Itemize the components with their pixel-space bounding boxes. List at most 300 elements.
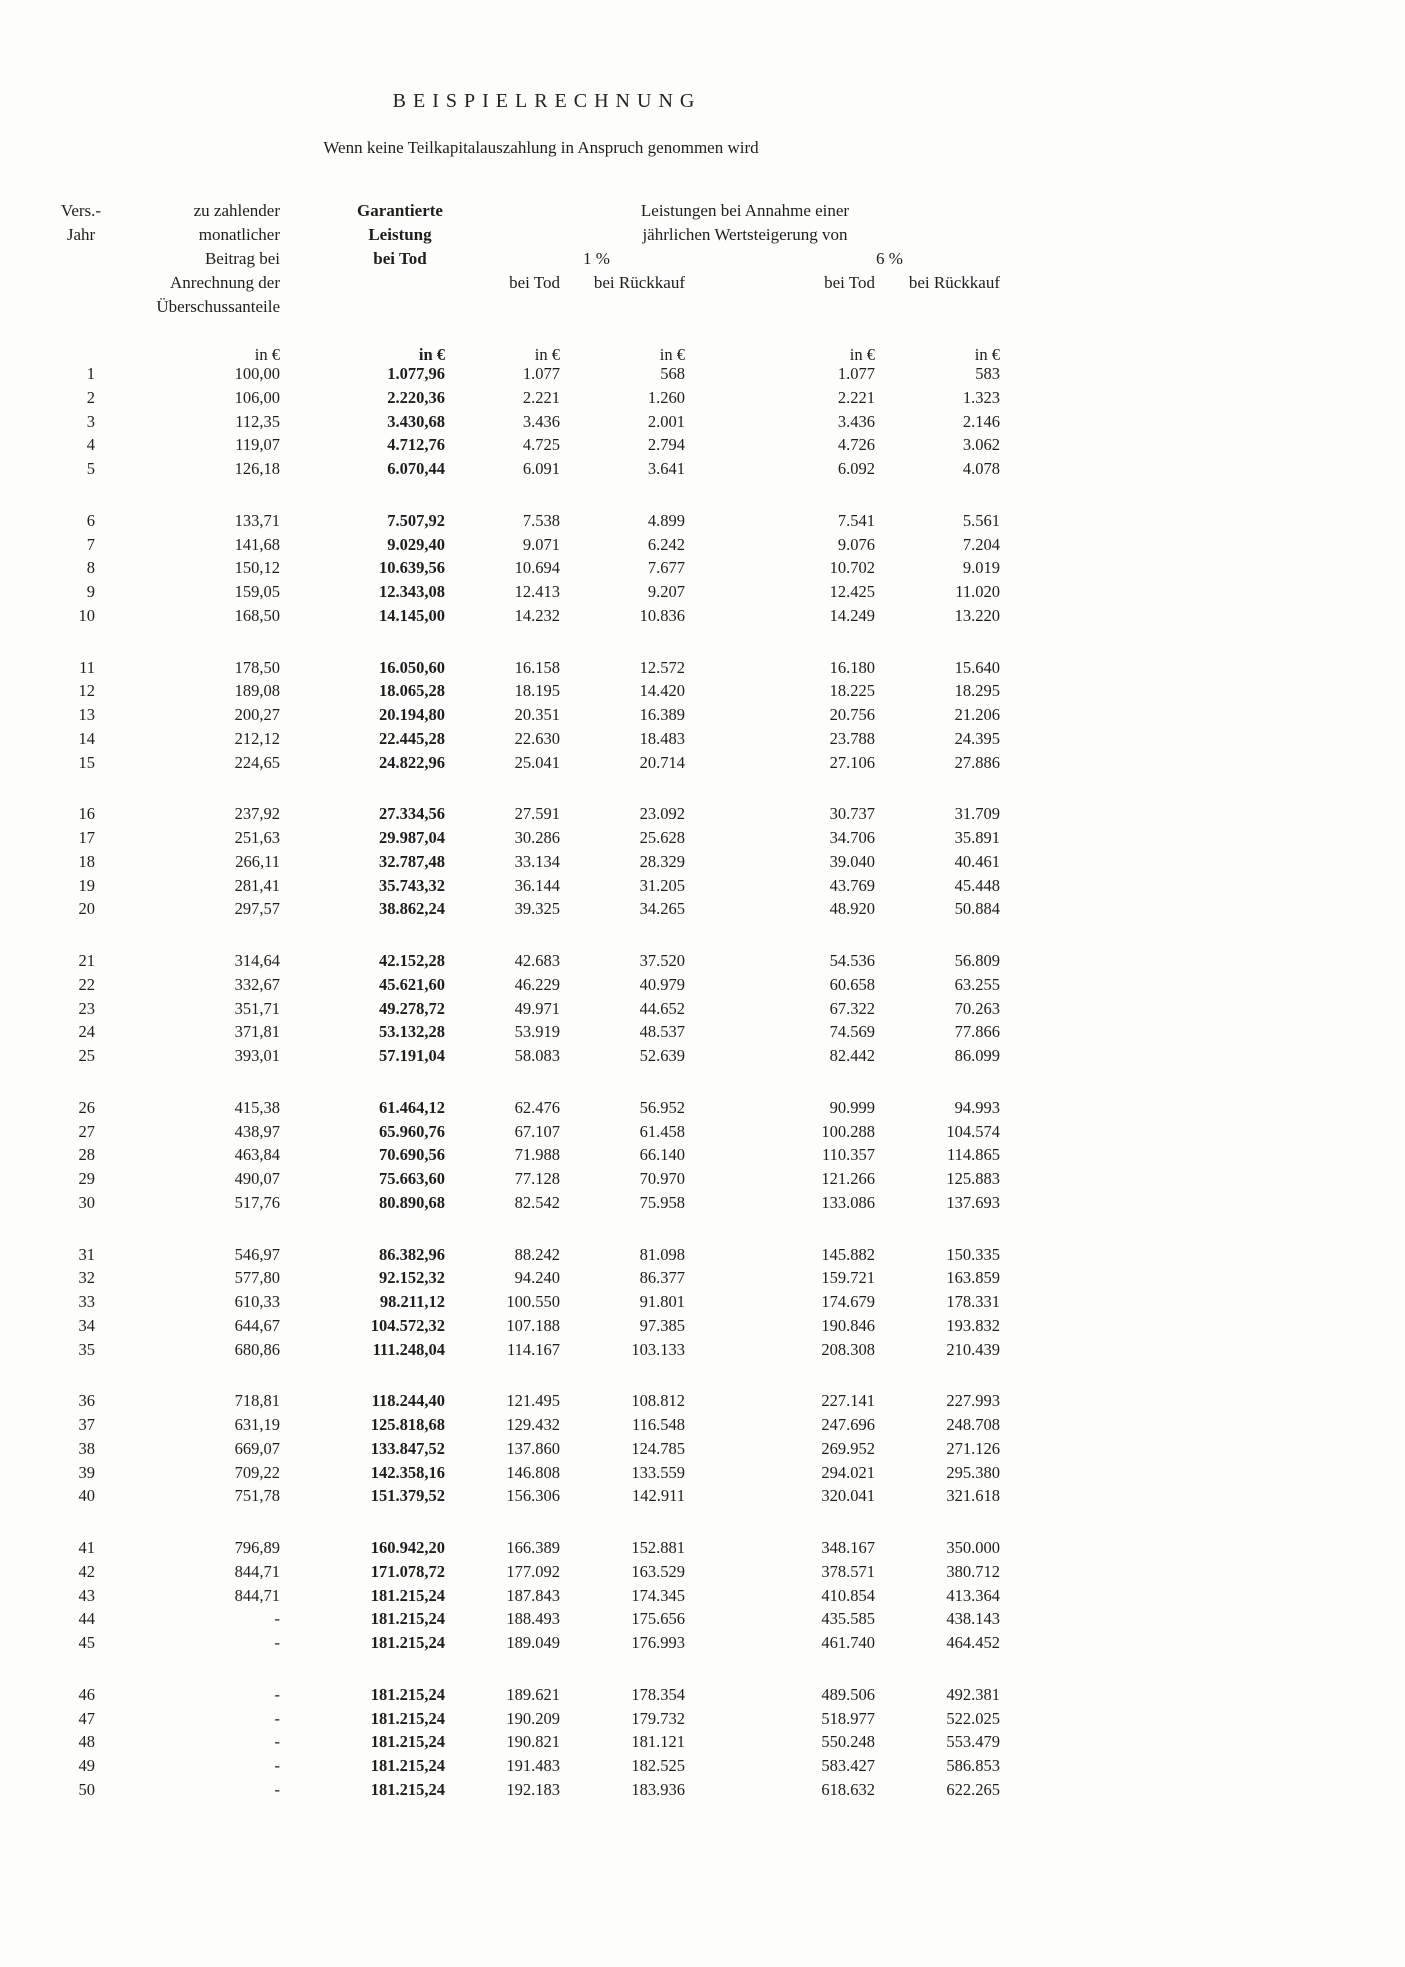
cell-6pct-death: 159.721 — [821, 1268, 875, 1288]
table-row — [50, 850, 1000, 874]
cell-6pct-surrender: 11.020 — [955, 582, 1000, 601]
cell-1pct-death: 71.988 — [514, 1145, 560, 1165]
cell-year: 30 — [78, 1192, 95, 1212]
rate-6pct-label: 6 % — [876, 249, 903, 268]
cell-guaranteed-death-benefit: 133.847,52 — [370, 1438, 445, 1458]
cell-1pct-surrender: 175.656 — [631, 1609, 685, 1629]
cell-6pct-surrender: 27.886 — [954, 752, 1000, 772]
example-calculation-table — [50, 362, 1000, 1802]
unit-label-1pct-surrender: in € — [659, 345, 685, 364]
column-group-header-growth — [495, 199, 995, 247]
cell-6pct-death: 348.167 — [821, 1538, 875, 1557]
cell-1pct-death: 191.483 — [506, 1756, 560, 1775]
cell-guaranteed-death-benefit: 181.215,24 — [370, 1609, 445, 1629]
cell-1pct-death: 77.128 — [514, 1169, 560, 1188]
cell-1pct-death: 7.538 — [522, 510, 560, 530]
column-header-guaranteed-line2: Leistung — [368, 225, 432, 244]
column-header-guaranteed-line3: bei Tod — [373, 249, 427, 268]
cell-1pct-death: 18.195 — [514, 681, 560, 701]
cell-1pct-surrender: 163.529 — [631, 1561, 685, 1581]
table-row — [50, 1020, 1000, 1044]
cell-1pct-surrender: 23.092 — [639, 804, 685, 824]
table-row — [50, 1314, 1000, 1338]
cell-guaranteed-death-benefit: 49.278,72 — [379, 998, 445, 1018]
cell-6pct-death: 30.737 — [829, 804, 875, 824]
cell-year: 16 — [78, 804, 95, 824]
cell-guaranteed-death-benefit: 22.445,28 — [379, 728, 445, 748]
cell-premium: 189,08 — [234, 681, 280, 701]
cell-year: 46 — [78, 1684, 95, 1704]
cell-1pct-death: 27.591 — [514, 804, 560, 824]
cell-year: 50 — [78, 1779, 95, 1799]
cell-6pct-surrender: 210.439 — [946, 1339, 1000, 1359]
cell-guaranteed-death-benefit: 20.194,80 — [379, 705, 445, 724]
cell-year: 48 — [78, 1732, 95, 1752]
cell-1pct-death: 58.083 — [514, 1046, 560, 1065]
cell-1pct-death: 94.240 — [514, 1268, 560, 1288]
cell-1pct-death: 88.242 — [514, 1244, 560, 1264]
cell-1pct-surrender: 182.525 — [631, 1756, 685, 1775]
cell-1pct-surrender: 10.836 — [639, 605, 685, 625]
cell-6pct-death: 435.585 — [821, 1609, 875, 1629]
cell-6pct-death: 461.740 — [821, 1633, 875, 1652]
cell-6pct-surrender: 150.335 — [946, 1244, 1000, 1264]
table-row — [50, 1607, 1000, 1631]
cell-year: 40 — [78, 1486, 95, 1506]
cell-1pct-surrender: 86.377 — [639, 1268, 685, 1288]
cell-year: 29 — [78, 1169, 95, 1188]
cell-1pct-death: 33.134 — [514, 851, 560, 871]
table-row — [50, 1338, 1000, 1362]
cell-guaranteed-death-benefit: 181.215,24 — [370, 1708, 445, 1728]
cell-year: 32 — [78, 1268, 95, 1288]
cell-1pct-death: 177.092 — [506, 1561, 560, 1581]
table-row — [50, 604, 1000, 628]
cell-6pct-surrender: 227.993 — [946, 1391, 1000, 1411]
cell-6pct-death: 410.854 — [821, 1585, 875, 1605]
cell-6pct-surrender: 522.025 — [946, 1708, 1000, 1728]
table-row — [50, 1413, 1000, 1437]
cell-premium: - — [274, 1756, 280, 1775]
cell-1pct-death: 187.843 — [506, 1585, 560, 1605]
cell-6pct-surrender: 35.891 — [954, 828, 1000, 847]
table-row — [50, 410, 1000, 434]
cell-premium: 141,68 — [234, 534, 280, 554]
unit-label-1pct-death: in € — [534, 345, 560, 364]
cell-guaranteed-death-benefit: 92.152,32 — [379, 1268, 445, 1288]
table-row — [50, 949, 1000, 973]
cell-6pct-death: 48.920 — [829, 899, 875, 919]
cell-year: 31 — [78, 1244, 95, 1264]
cell-6pct-surrender: 380.712 — [946, 1561, 1000, 1581]
cell-6pct-death: 247.696 — [821, 1415, 875, 1434]
table-row — [50, 802, 1000, 826]
cell-6pct-death: 174.679 — [821, 1292, 875, 1311]
cell-guaranteed-death-benefit: 42.152,28 — [379, 951, 445, 970]
cell-premium: 709,22 — [234, 1462, 280, 1482]
cell-6pct-surrender: 56.809 — [954, 951, 1000, 970]
cell-year: 3 — [86, 411, 95, 431]
cell-year: 42 — [78, 1561, 95, 1581]
cell-1pct-death: 121.495 — [506, 1391, 560, 1411]
cell-6pct-surrender: 104.574 — [946, 1121, 1000, 1141]
cell-1pct-surrender: 124.785 — [631, 1438, 685, 1458]
cell-1pct-death: 192.183 — [506, 1779, 560, 1799]
cell-6pct-surrender: 3.062 — [962, 435, 1000, 455]
cell-1pct-surrender: 56.952 — [639, 1097, 685, 1117]
cell-premium: 159,05 — [234, 582, 280, 601]
cell-year: 6 — [86, 510, 95, 530]
cell-1pct-death: 53.919 — [514, 1022, 560, 1042]
cell-1pct-surrender: 6.242 — [647, 534, 685, 554]
unit-label-guaranteed: in € — [418, 345, 445, 364]
cell-6pct-death: 39.040 — [829, 851, 875, 871]
column-header-premium-line5: Überschussanteile — [156, 297, 280, 316]
cell-year: 26 — [78, 1097, 95, 1117]
cell-premium: 610,33 — [234, 1292, 280, 1311]
cell-year: 47 — [78, 1708, 95, 1728]
cell-1pct-surrender: 34.265 — [639, 899, 685, 919]
cell-1pct-surrender: 48.537 — [639, 1022, 685, 1042]
cell-premium: 546,97 — [234, 1244, 280, 1264]
cell-6pct-surrender: 5.561 — [962, 510, 1000, 530]
rate-1pct-label: 1 % — [583, 249, 610, 268]
cell-1pct-surrender: 52.639 — [639, 1046, 685, 1065]
cell-premium: 669,07 — [234, 1438, 280, 1458]
table-row — [50, 874, 1000, 898]
cell-year: 34 — [78, 1315, 95, 1335]
cell-premium: 266,11 — [235, 851, 280, 871]
cell-year: 2 — [86, 387, 95, 407]
cell-1pct-surrender: 1.260 — [647, 387, 685, 407]
cell-1pct-surrender: 133.559 — [631, 1462, 685, 1482]
cell-6pct-surrender: 4.078 — [962, 459, 1000, 478]
cell-1pct-surrender: 174.345 — [631, 1585, 685, 1605]
cell-year: 8 — [86, 558, 95, 578]
cell-year: 20 — [78, 899, 95, 919]
cell-6pct-death: 67.322 — [829, 998, 875, 1018]
cell-year: 12 — [78, 681, 95, 701]
cell-premium: 200,27 — [234, 705, 280, 724]
cell-1pct-surrender: 61.458 — [639, 1121, 685, 1141]
cell-guaranteed-death-benefit: 118.244,40 — [371, 1391, 445, 1411]
column-header-year-line1: Vers.- — [60, 201, 102, 220]
cell-6pct-surrender: 492.381 — [946, 1684, 1000, 1704]
cell-6pct-death: 583.427 — [821, 1756, 875, 1775]
cell-year: 44 — [78, 1609, 95, 1629]
cell-year: 19 — [78, 875, 95, 895]
cell-1pct-death: 46.229 — [514, 974, 560, 994]
cell-1pct-surrender: 178.354 — [631, 1684, 685, 1704]
cell-6pct-death: 10.702 — [829, 558, 875, 578]
cell-1pct-death: 16.158 — [514, 657, 560, 677]
cell-6pct-death: 82.442 — [829, 1046, 875, 1065]
cell-premium: 251,63 — [234, 828, 280, 847]
cell-1pct-surrender: 37.520 — [639, 951, 685, 970]
cell-guaranteed-death-benefit: 6.070,44 — [387, 459, 445, 478]
cell-6pct-surrender: 2.146 — [962, 411, 1000, 431]
cell-1pct-surrender: 9.207 — [647, 582, 685, 601]
column-group-header-growth-line2: jährlichen Wertsteigerung von — [642, 225, 848, 244]
cell-guaranteed-death-benefit: 1.077,96 — [387, 364, 445, 383]
cell-1pct-death: 1.077 — [522, 364, 560, 383]
cell-1pct-surrender: 176.993 — [631, 1633, 685, 1652]
cell-6pct-death: 34.706 — [829, 828, 875, 847]
table-row — [50, 1778, 1000, 1802]
cell-premium: 100,00 — [234, 364, 280, 383]
cell-1pct-surrender: 152.881 — [631, 1538, 685, 1557]
cell-6pct-surrender: 248.708 — [946, 1415, 1000, 1434]
table-row — [50, 362, 1000, 386]
cell-year: 23 — [78, 998, 95, 1018]
cell-guaranteed-death-benefit: 65.960,76 — [379, 1121, 445, 1141]
cell-premium: 517,76 — [234, 1192, 280, 1212]
cell-premium: - — [274, 1684, 280, 1704]
cell-guaranteed-death-benefit: 32.787,48 — [379, 851, 445, 871]
cell-premium: 415,38 — [234, 1097, 280, 1117]
cell-1pct-surrender: 18.483 — [639, 728, 685, 748]
cell-guaranteed-death-benefit: 125.818,68 — [370, 1415, 445, 1434]
cell-1pct-death: 62.476 — [514, 1097, 560, 1117]
cell-6pct-death: 18.225 — [829, 681, 875, 701]
column-header-premium-line2: monatlicher — [198, 225, 280, 244]
cell-year: 38 — [78, 1438, 95, 1458]
cell-premium: 126,18 — [234, 459, 280, 478]
cell-year: 13 — [78, 705, 95, 724]
cell-premium: - — [274, 1633, 280, 1652]
cell-1pct-surrender: 142.911 — [631, 1486, 685, 1506]
table-row — [50, 1290, 1000, 1314]
cell-1pct-surrender: 75.958 — [639, 1192, 685, 1212]
cell-1pct-death: 9.071 — [522, 534, 560, 554]
cell-guaranteed-death-benefit: 111.248,04 — [372, 1339, 445, 1359]
cell-year: 10 — [78, 605, 95, 625]
cell-6pct-surrender: 1.323 — [962, 387, 1000, 407]
cell-1pct-death: 3.436 — [522, 411, 560, 431]
cell-premium: 844,71 — [234, 1585, 280, 1605]
table-row — [50, 386, 1000, 410]
cell-1pct-death: 189.049 — [506, 1633, 560, 1652]
cell-guaranteed-death-benefit: 151.379,52 — [370, 1486, 445, 1506]
cell-year: 33 — [78, 1292, 95, 1311]
table-row — [50, 751, 1000, 775]
cell-guaranteed-death-benefit: 24.822,96 — [379, 752, 445, 772]
column-header-premium — [80, 199, 280, 319]
cell-6pct-death: 43.769 — [829, 875, 875, 895]
cell-6pct-death: 2.221 — [837, 387, 875, 407]
cell-year: 22 — [78, 974, 95, 994]
cell-1pct-surrender: 181.121 — [631, 1732, 685, 1752]
cell-1pct-death: 166.389 — [506, 1538, 560, 1557]
page-title: BEISPIELRECHNUNG — [392, 90, 702, 112]
table-row — [50, 1120, 1000, 1144]
cell-1pct-death: 190.209 — [506, 1708, 560, 1728]
cell-6pct-surrender: 77.866 — [954, 1022, 1000, 1042]
cell-6pct-death: 110.357 — [821, 1145, 875, 1165]
cell-premium: 237,92 — [234, 804, 280, 824]
cell-6pct-death: 518.977 — [821, 1708, 875, 1728]
cell-6pct-death: 3.436 — [837, 411, 875, 431]
cell-year: 37 — [78, 1415, 95, 1434]
cell-guaranteed-death-benefit: 142.358,16 — [370, 1462, 445, 1482]
cell-year: 11 — [79, 657, 95, 677]
cell-1pct-surrender: 91.801 — [639, 1292, 685, 1311]
cell-guaranteed-death-benefit: 45.621,60 — [379, 974, 445, 994]
cell-premium: 112,35 — [235, 411, 280, 431]
cell-guaranteed-death-benefit: 70.690,56 — [379, 1145, 445, 1165]
table-row — [50, 1096, 1000, 1120]
cell-1pct-death: 129.432 — [506, 1415, 560, 1434]
column-header-premium-line1: zu zahlender — [193, 201, 280, 220]
table-row — [50, 703, 1000, 727]
cell-year: 4 — [86, 435, 95, 455]
cell-1pct-death: 188.493 — [506, 1609, 560, 1629]
cell-premium: 178,50 — [234, 657, 280, 677]
cell-premium: - — [274, 1732, 280, 1752]
cell-1pct-surrender: 4.899 — [647, 510, 685, 530]
cell-1pct-surrender: 31.205 — [639, 875, 685, 895]
cell-premium: 224,65 — [234, 752, 280, 772]
cell-6pct-surrender: 271.126 — [946, 1438, 1000, 1458]
unit-label-6pct-surrender: in € — [974, 345, 1000, 364]
cell-premium: 577,80 — [234, 1268, 280, 1288]
cell-premium: 106,00 — [234, 387, 280, 407]
table-row — [50, 1389, 1000, 1413]
cell-6pct-surrender: 137.693 — [946, 1192, 1000, 1212]
cell-6pct-death: 74.569 — [829, 1022, 875, 1042]
cell-1pct-surrender: 16.389 — [639, 705, 685, 724]
cell-premium: 314,64 — [234, 951, 280, 970]
cell-guaranteed-death-benefit: 171.078,72 — [370, 1561, 445, 1581]
page-subtitle: Wenn keine Teilkapitalauszahlung in Anspruch genommen wird — [323, 138, 759, 157]
cell-1pct-surrender: 7.677 — [647, 558, 685, 578]
cell-1pct-death: 190.821 — [506, 1732, 560, 1752]
cell-6pct-surrender: 40.461 — [954, 851, 1000, 871]
cell-6pct-surrender: 45.448 — [954, 875, 1000, 895]
cell-guaranteed-death-benefit: 7.507,92 — [387, 510, 445, 530]
cell-premium: 718,81 — [234, 1391, 280, 1411]
column-header-guaranteed-line1: Garantierte — [357, 201, 443, 220]
cell-6pct-death: 121.266 — [821, 1169, 875, 1188]
cell-6pct-death: 227.141 — [821, 1391, 875, 1411]
cell-6pct-death: 145.882 — [821, 1244, 875, 1264]
table-row — [50, 1437, 1000, 1461]
cell-guaranteed-death-benefit: 86.382,96 — [379, 1244, 445, 1264]
table-row — [50, 1266, 1000, 1290]
cell-6pct-surrender: 163.859 — [946, 1268, 1000, 1288]
cell-year: 21 — [78, 951, 95, 970]
cell-6pct-death: 1.077 — [837, 364, 875, 383]
cell-6pct-surrender: 178.331 — [946, 1292, 1000, 1311]
cell-6pct-surrender: 94.993 — [954, 1097, 1000, 1117]
cell-guaranteed-death-benefit: 160.942,20 — [370, 1538, 445, 1557]
cell-premium: 371,81 — [234, 1022, 280, 1042]
unit-label-6pct-death: in € — [849, 345, 875, 364]
cell-6pct-surrender: 63.255 — [954, 974, 1000, 994]
cell-6pct-death: 27.106 — [829, 752, 875, 772]
cell-1pct-surrender: 81.098 — [639, 1244, 685, 1264]
cell-6pct-surrender: 586.853 — [946, 1756, 1000, 1775]
cell-premium: 796,89 — [234, 1538, 280, 1557]
cell-6pct-surrender: 9.019 — [962, 558, 1000, 578]
cell-year: 5 — [86, 459, 95, 478]
cell-year: 1 — [86, 364, 95, 383]
cell-6pct-death: 133.086 — [821, 1192, 875, 1212]
cell-1pct-death: 20.351 — [514, 705, 560, 724]
cell-guaranteed-death-benefit: 53.132,28 — [379, 1022, 445, 1042]
cell-guaranteed-death-benefit: 80.890,68 — [379, 1192, 445, 1212]
cell-6pct-surrender: 50.884 — [954, 899, 1000, 919]
cell-premium: 351,71 — [234, 998, 280, 1018]
table-row — [50, 1167, 1000, 1191]
cell-1pct-death: 25.041 — [514, 752, 560, 772]
column-header-premium-line3: Beitrag bei — [204, 249, 280, 268]
cell-1pct-death: 39.325 — [514, 899, 560, 919]
cell-6pct-death: 90.999 — [829, 1097, 875, 1117]
cell-guaranteed-death-benefit: 181.215,24 — [370, 1684, 445, 1704]
cell-year: 36 — [78, 1391, 95, 1411]
cell-1pct-surrender: 2.794 — [647, 435, 685, 455]
cell-6pct-surrender: 13.220 — [954, 605, 1000, 625]
table-row — [50, 826, 1000, 850]
cell-guaranteed-death-benefit: 29.987,04 — [379, 828, 445, 847]
cell-1pct-surrender: 12.572 — [639, 657, 685, 677]
cell-1pct-death: 6.091 — [522, 459, 560, 478]
table-row — [50, 433, 1000, 457]
cell-1pct-surrender: 3.641 — [647, 459, 685, 478]
cell-premium: 751,78 — [234, 1486, 280, 1506]
cell-year: 49 — [78, 1756, 95, 1775]
table-row — [50, 1191, 1000, 1215]
cell-1pct-death: 2.221 — [522, 387, 560, 407]
cell-premium: 631,19 — [234, 1415, 280, 1434]
cell-1pct-death: 30.286 — [514, 828, 560, 847]
table-row — [50, 727, 1000, 751]
table-row — [50, 973, 1000, 997]
cell-year: 24 — [78, 1022, 95, 1042]
cell-6pct-death: 7.541 — [837, 510, 875, 530]
table-row — [50, 1484, 1000, 1508]
cell-year: 27 — [78, 1121, 95, 1141]
column-header-6pct-death: bei Tod — [824, 273, 875, 292]
table-row — [50, 1044, 1000, 1068]
cell-1pct-death: 12.413 — [514, 582, 560, 601]
cell-6pct-surrender: 125.883 — [946, 1169, 1000, 1188]
cell-6pct-surrender: 15.640 — [954, 657, 1000, 677]
cell-premium: 463,84 — [234, 1145, 280, 1165]
cell-guaranteed-death-benefit: 27.334,56 — [379, 804, 445, 824]
cell-premium: 438,97 — [234, 1121, 280, 1141]
column-header-premium-line4: Anrechnung der — [170, 273, 280, 292]
table-row — [50, 1631, 1000, 1655]
table-row — [50, 679, 1000, 703]
column-group-header-growth-line1: Leistungen bei Annahme einer — [640, 201, 850, 220]
table-row — [50, 1461, 1000, 1485]
cell-1pct-death: 100.550 — [506, 1292, 560, 1311]
cell-guaranteed-death-benefit: 75.663,60 — [379, 1169, 445, 1188]
cell-premium: 680,86 — [234, 1339, 280, 1359]
cell-6pct-surrender: 193.832 — [946, 1315, 1000, 1335]
cell-year: 45 — [78, 1633, 95, 1652]
cell-1pct-surrender: 97.385 — [639, 1315, 685, 1335]
cell-premium: 150,12 — [234, 558, 280, 578]
cell-1pct-death: 10.694 — [514, 558, 560, 578]
cell-6pct-surrender: 321.618 — [946, 1486, 1000, 1506]
cell-6pct-surrender: 114.865 — [946, 1145, 1000, 1165]
cell-premium: 844,71 — [234, 1561, 280, 1581]
cell-premium: 297,57 — [234, 899, 280, 919]
column-header-guaranteed-benefit — [330, 199, 470, 271]
